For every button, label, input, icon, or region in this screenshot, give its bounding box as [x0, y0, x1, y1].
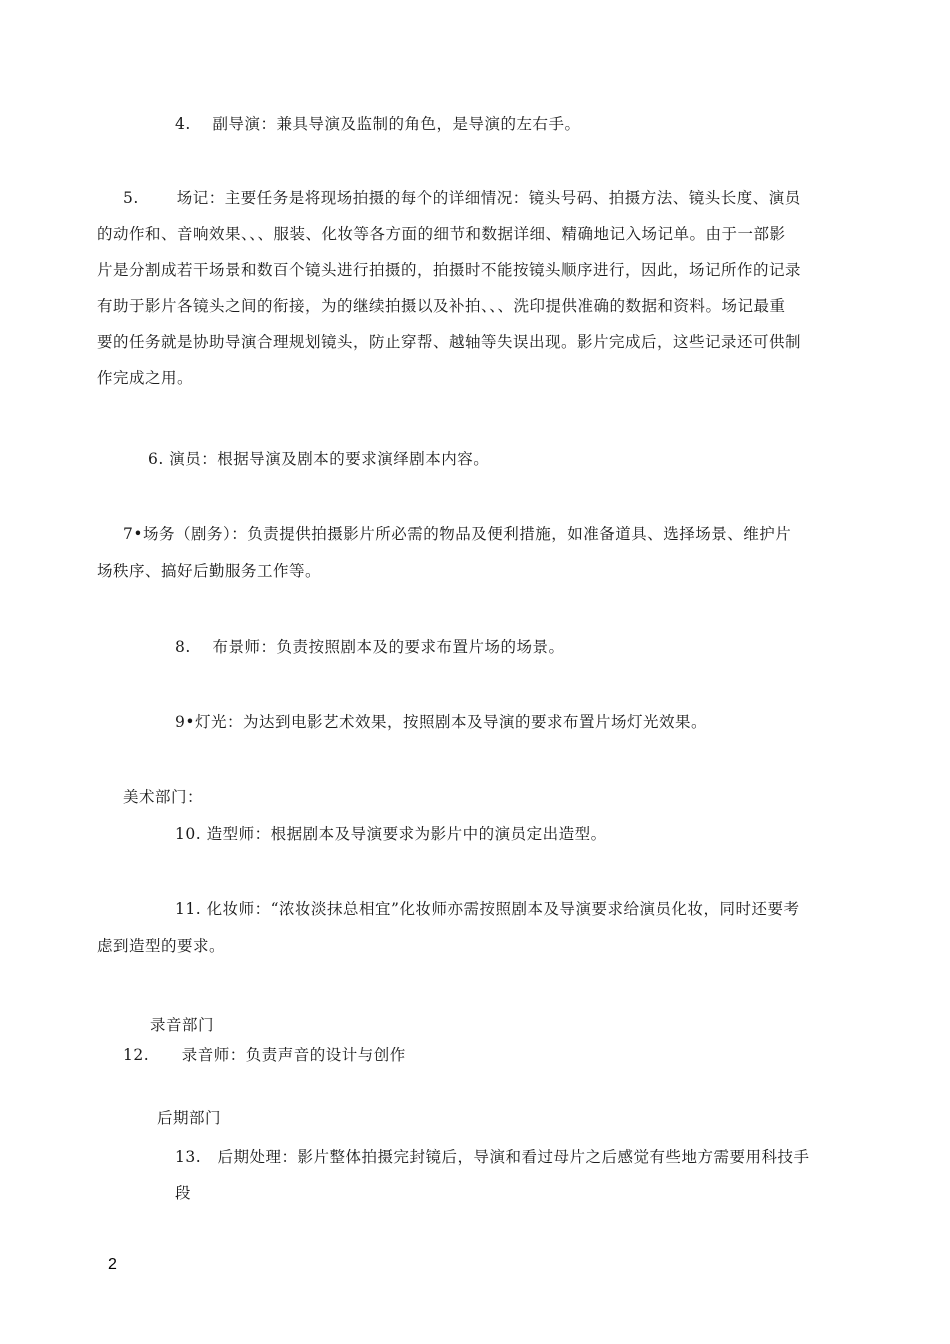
page-number: 2: [108, 1256, 117, 1273]
item-6: [148, 449, 489, 469]
item-text: 演员：根据导演及剧本的要求演绎剧本内容。: [169, 450, 490, 468]
item-text: 场务（剧务）：负责提供拍摄影片所必需的物品及便利措施，如准备道具、选择场景、维护片: [143, 525, 792, 543]
item-5-line-2: 的动作和、音响效果、、、服装、化妆等各方面的细节和数据详细、精确地记入场记单。由于一部影: [97, 225, 786, 243]
item-number: 6.: [148, 450, 164, 468]
item-12: [123, 1045, 406, 1065]
item-number: 5.: [123, 189, 139, 207]
item-13-line-2: 段: [175, 1184, 192, 1202]
item-text: 造型师：根据剧本及导演要求为影片中的演员定出造型。: [206, 825, 607, 843]
item-number: 12.: [123, 1046, 150, 1064]
item-5: [123, 188, 801, 208]
item-text: 布景师：负责按照剧本及的要求布置片场的场景。: [212, 638, 565, 656]
item-number: 9•: [175, 713, 196, 731]
item-number: 10.: [175, 825, 202, 843]
item-5-line-6: 作完成之用。: [97, 369, 194, 387]
section-heading-art: 美术部门：: [123, 788, 204, 806]
item-number: 8.: [175, 638, 191, 656]
item-11: [175, 899, 799, 919]
item-text: 化妆师：“浓妆淡抹总相宜”化妆师亦需按照剧本及导演要求给演员化妆，同时还要考: [206, 900, 800, 918]
item-4: [175, 114, 581, 134]
item-text: 副导演：兼具导演及监制的角色，是导演的左右手。: [212, 115, 581, 133]
item-text: 场记：主要任务是将现场拍摄的每个的详细情况：镜头号码、拍摄方法、镜头长度、演员: [176, 189, 801, 207]
item-5-line-3: 片是分割成若干场景和数百个镜头进行拍摄的，拍摄时不能按镜头顺序进行，因此，场记所作的记录: [97, 261, 802, 279]
section-heading-sound: 录音部门: [150, 1016, 215, 1034]
item-9: [175, 712, 707, 732]
item-text: 后期处理：影片整体拍摄完封镜后，导演和看过母片之后感觉有些地方需要用科技手: [217, 1148, 810, 1166]
item-11-line-2: 虑到造型的要求。: [97, 937, 226, 955]
item-text: 录音师：负责声音的设计与创作: [181, 1046, 406, 1064]
item-5-line-4: 有助于影片各镜头之间的衔接，为的继续拍摄以及补拍、、、洗印提供准确的数据和资料。场记最重: [97, 297, 786, 315]
item-number: 4.: [175, 115, 191, 133]
item-5-line-5: 要的任务就是协助导演合理规划镜头，防止穿帮、越轴等失误出现。影片完成后，这些记录还可供制: [97, 333, 802, 351]
item-number: 7•: [123, 525, 144, 543]
item-text: 灯光：为达到电影艺术效果，按照剧本及导演的要求布置片场灯光效果。: [195, 713, 708, 731]
item-8: [175, 637, 565, 657]
item-7: [123, 524, 791, 544]
item-13: [175, 1147, 809, 1167]
item-number: 13.: [175, 1148, 202, 1166]
item-number: 11.: [175, 900, 202, 918]
section-heading-post: 后期部门: [157, 1109, 222, 1127]
item-7-line-2: 场秩序、搞好后勤服务工作等。: [97, 562, 322, 580]
item-10: [175, 824, 607, 844]
